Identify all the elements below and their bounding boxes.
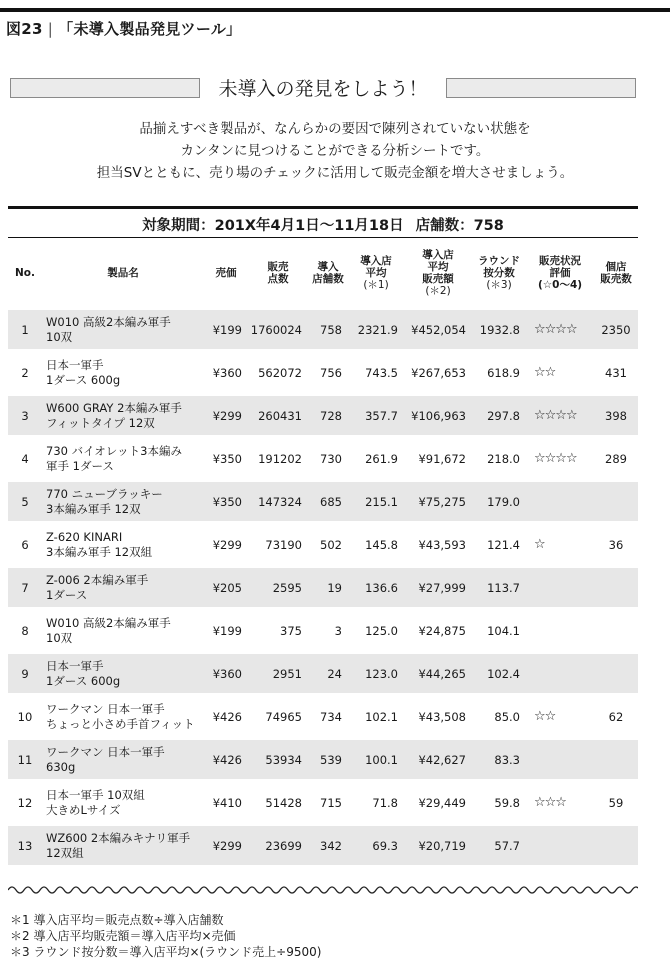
cell-avg: 69.3 [348,822,404,865]
banner-right-bar [446,78,636,98]
banner-left-bar [10,78,200,98]
cell-avg: 123.0 [348,650,404,693]
cell-per-store: 431 [594,349,638,392]
product-name-line: WZ600 2本編みキナリ軍手 [46,830,191,845]
product-name-line: W010 高級2本編み軍手 [46,314,171,329]
cell-price: ¥199 [204,306,248,349]
cell-per-store: 59 [594,779,638,822]
intro-line: 品揃えすべき製品が、なんらかの要因で陳列されていない状態を [139,121,531,137]
cell-per-store [594,650,638,693]
cell-sales-qty: 53934 [248,736,308,779]
cell-per-store: 62 [594,693,638,736]
cell-price: ¥360 [204,650,248,693]
cell-no: 5 [8,478,42,521]
header-rating: 販売状況 評価 (☆0〜4) [537,255,583,291]
cell-round: 59.8 [472,779,526,822]
product-name-line: 10双 [46,329,73,344]
product-name-line: 770 ニューブラッキー [46,486,163,501]
cell-round: 113.7 [472,564,526,607]
product-name-line: 軍手 1ダース [46,458,114,473]
intro-text [0,118,670,184]
product-name-line: フィットタイプ 12双 [46,415,155,430]
cell-avg-sales: ¥42,627 [404,736,472,779]
cell-avg-sales: ¥29,449 [404,779,472,822]
cell-avg-sales: ¥27,999 [404,564,472,607]
cell-stores: 728 [308,392,348,435]
cell-product-name [42,478,204,521]
cell-price: ¥426 [204,736,248,779]
header-name: 製品名 [107,267,139,279]
cell-round: 121.4 [472,521,526,564]
cell-stores: 685 [308,478,348,521]
cell-price: ¥426 [204,693,248,736]
cell-avg: 100.1 [348,736,404,779]
cell-avg-sales: ¥75,275 [404,478,472,521]
table-row [8,779,638,822]
wavy-divider [8,884,638,896]
cell-avg: 145.8 [348,521,404,564]
table-row [8,392,638,435]
cell-rating [526,822,594,865]
cell-price: ¥205 [204,564,248,607]
cell-price: ¥199 [204,607,248,650]
cell-round: 618.9 [472,349,526,392]
cell-price: ¥360 [204,349,248,392]
header-price: 売価 [215,267,237,279]
cell-product-name [42,392,204,435]
table-row [8,349,638,392]
cell-per-store: 289 [594,435,638,478]
cell-product-name [42,349,204,392]
product-name-line: W010 高級2本編み軍手 [46,615,171,630]
banner-title: 未導入の発見をしよう！ [218,78,428,100]
cell-sales-qty: 2951 [248,650,308,693]
cell-product-name [42,693,204,736]
table-row [8,306,638,349]
period-range: 対象期間：201X年4月1日〜11月18日 [142,218,404,234]
cell-rating [526,607,594,650]
cell-rating: ☆ [526,521,594,564]
header-per-store: 個店 販売数 [600,261,632,285]
cell-per-store [594,822,638,865]
product-name-line: 1ダース 600g [46,372,121,387]
cell-sales-qty: 562072 [248,349,308,392]
cell-product-name [42,822,204,865]
cell-rating: ☆☆☆☆ [526,435,594,478]
cell-product-name [42,564,204,607]
cell-stores: 342 [308,822,348,865]
product-name-line: 10双 [46,630,73,645]
cell-avg-sales: ¥106,963 [404,392,472,435]
cell-product-name [42,521,204,564]
cell-avg: 2321.9 [348,306,404,349]
product-name-line: ちょっと小さめ手首フィット [46,716,195,731]
cell-sales-qty: 23699 [248,822,308,865]
cell-sales-qty: 260431 [248,392,308,435]
cell-product-name [42,306,204,349]
product-name-line: 12双組 [46,845,84,860]
cell-per-store [594,564,638,607]
product-name-line: 1ダース 600g [46,673,121,688]
cell-stores: 24 [308,650,348,693]
figure-number: 図23 [6,20,43,38]
section-banner [10,77,636,101]
cell-avg: 125.0 [348,607,404,650]
table-row [8,564,638,607]
cell-sales-qty: 375 [248,607,308,650]
table-top-rule [8,206,638,209]
cell-avg-sales: ¥452,054 [404,306,472,349]
cell-avg: 357.7 [348,392,404,435]
period-info [8,214,638,235]
cell-avg-sales: ¥24,875 [404,607,472,650]
cell-rating [526,478,594,521]
product-name-line: 日本一軍手 [46,357,104,372]
product-name-line: W600 GRAY 2本編み軍手 [46,400,182,415]
cell-rating [526,650,594,693]
cell-price: ¥299 [204,521,248,564]
store-count: 店舗数：758 [415,218,504,234]
cell-price: ¥299 [204,392,248,435]
table-row [8,607,638,650]
cell-product-name [42,779,204,822]
cell-avg: 71.8 [348,779,404,822]
cell-rating: ☆☆ [526,693,594,736]
cell-no: 10 [8,693,42,736]
product-table [8,240,638,865]
cell-no: 13 [8,822,42,865]
figure-separator: | [47,20,54,38]
cell-stores: 756 [308,349,348,392]
product-name-line: 日本一軍手 [46,658,104,673]
product-name-line: 730 バイオレット3本編み [46,443,182,458]
cell-no: 9 [8,650,42,693]
cell-sales-qty: 147324 [248,478,308,521]
cell-avg: 102.1 [348,693,404,736]
cell-avg-sales: ¥267,653 [404,349,472,392]
cell-no: 2 [8,349,42,392]
cell-rating: ☆☆☆☆ [526,392,594,435]
cell-sales-qty: 51428 [248,779,308,822]
cell-stores: 19 [308,564,348,607]
cell-round: 57.7 [472,822,526,865]
cell-avg-sales: ¥43,593 [404,521,472,564]
top-rule [0,8,670,12]
cell-avg-sales: ¥43,508 [404,693,472,736]
cell-product-name [42,650,204,693]
cell-price: ¥410 [204,779,248,822]
header-round: ラウンド 按分数 (＊3) [478,255,520,291]
figure-title: 「未導入製品発見ツール」 [58,20,242,38]
cell-rating [526,564,594,607]
cell-sales-qty: 1760024 [248,306,308,349]
cell-avg-sales: ¥20,719 [404,822,472,865]
header-sales-qty: 販売 点数 [267,261,289,285]
cell-round: 85.0 [472,693,526,736]
cell-avg-sales: ¥44,265 [404,650,472,693]
header-stores: 導入 店舗数 [312,261,344,285]
table-row [8,736,638,779]
cell-avg: 743.5 [348,349,404,392]
figure-label [6,18,241,39]
cell-price: ¥299 [204,822,248,865]
product-name-line: 1ダース [46,587,88,602]
footnote: ＊3 ラウンド按分数＝導入店平均×(ラウンド売上÷9500) [10,945,322,959]
cell-stores: 734 [308,693,348,736]
cell-product-name [42,435,204,478]
cell-price: ¥350 [204,478,248,521]
cell-rating: ☆☆ [526,349,594,392]
header-avg: 導入店 平均 (＊1) [360,255,392,291]
cell-no: 3 [8,392,42,435]
cell-per-store: 2350 [594,306,638,349]
cell-sales-qty: 2595 [248,564,308,607]
cell-round: 179.0 [472,478,526,521]
cell-round: 104.1 [472,607,526,650]
table-row [8,693,638,736]
cell-avg: 215.1 [348,478,404,521]
cell-no: 11 [8,736,42,779]
table-row [8,650,638,693]
cell-avg-sales: ¥91,672 [404,435,472,478]
cell-per-store: 36 [594,521,638,564]
product-name-line: 3本編み軍手 12双組 [46,544,153,559]
cell-no: 7 [8,564,42,607]
cell-no: 8 [8,607,42,650]
cell-rating: ☆☆☆ [526,779,594,822]
cell-rating [526,736,594,779]
table-row [8,822,638,865]
cell-rating: ☆☆☆☆ [526,306,594,349]
table-row [8,435,638,478]
period-rule [8,237,638,238]
product-name-line: 大きめLサイズ [46,802,121,817]
cell-per-store [594,736,638,779]
cell-product-name [42,607,204,650]
cell-stores: 758 [308,306,348,349]
cell-avg: 136.6 [348,564,404,607]
cell-stores: 502 [308,521,348,564]
cell-per-store: 398 [594,392,638,435]
product-name-line: 3本編み軍手 12双 [46,501,141,516]
footnotes [10,912,321,960]
cell-no: 6 [8,521,42,564]
cell-round: 102.4 [472,650,526,693]
product-name-line: ワークマン 日本一軍手 [46,744,165,759]
product-name-line: 日本一軍手 10双組 [46,787,145,802]
cell-no: 1 [8,306,42,349]
cell-per-store [594,607,638,650]
cell-sales-qty: 191202 [248,435,308,478]
footnote: ＊1 導入店平均＝販売点数÷導入店舗数 [10,913,224,927]
intro-line: 担当SVとともに、売り場のチェックに活用して販売金額を増大させましょう。 [96,165,574,181]
header-avg-sales: 導入店 平均 販売額 (＊2) [422,249,454,297]
product-name-line: ワークマン 日本一軍手 [46,701,165,716]
cell-round: 1932.8 [472,306,526,349]
cell-no: 12 [8,779,42,822]
product-name-line: 630g [46,759,76,774]
cell-price: ¥350 [204,435,248,478]
table-row [8,478,638,521]
cell-stores: 715 [308,779,348,822]
table-header-row [8,240,638,306]
cell-per-store [594,478,638,521]
cell-round: 297.8 [472,392,526,435]
cell-stores: 539 [308,736,348,779]
cell-round: 83.3 [472,736,526,779]
cell-round: 218.0 [472,435,526,478]
cell-avg: 261.9 [348,435,404,478]
product-name-line: Z-006 2本編み軍手 [46,572,149,587]
cell-no: 4 [8,435,42,478]
cell-stores: 730 [308,435,348,478]
header-no: No. [15,267,35,279]
intro-line: カンタンに見つけることができる分析シートです。 [180,143,490,159]
cell-sales-qty: 73190 [248,521,308,564]
table-row [8,521,638,564]
product-name-line: Z-620 KINARI [46,529,123,544]
cell-stores: 3 [308,607,348,650]
cell-sales-qty: 74965 [248,693,308,736]
cell-product-name [42,736,204,779]
footnote: ＊2 導入店平均販売額＝導入店平均×売価 [10,929,236,943]
